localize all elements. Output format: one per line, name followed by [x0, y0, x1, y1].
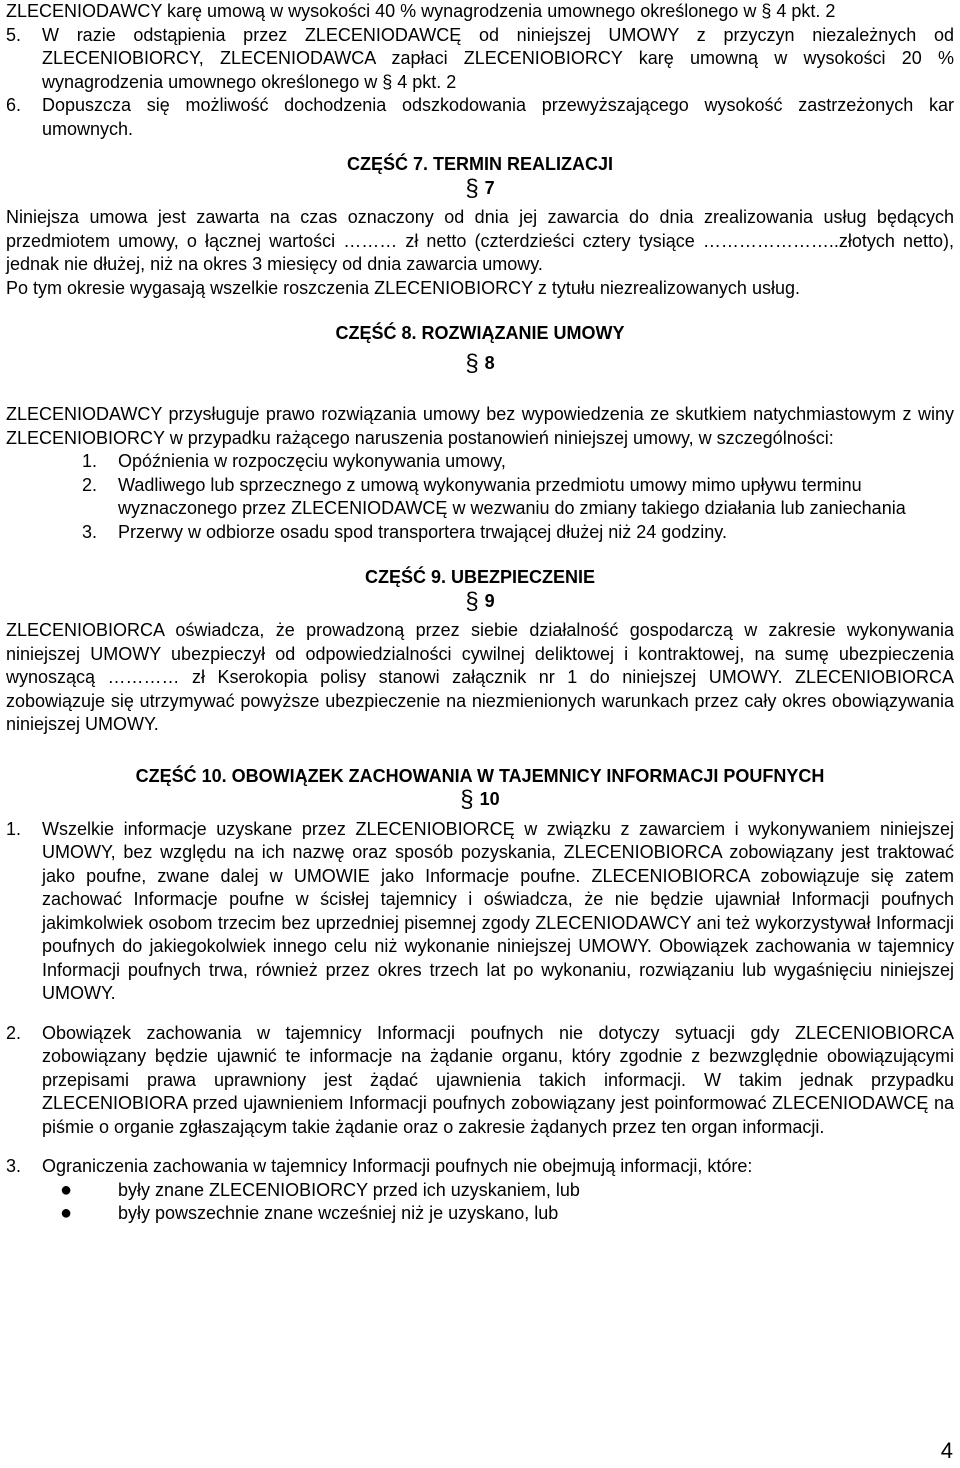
- item-text: Ograniczenia zachowania w tajemnicy Informacji poufnych nie obejmują informacji, które:: [42, 1156, 753, 1176]
- item-text: Opóźnienia w rozpoczęciu wykonywania umowy,: [118, 451, 506, 471]
- section-heading: CZĘŚĆ 7. TERMIN REALIZACJI: [346, 154, 614, 174]
- bullet-list: [6, 1179, 954, 1226]
- section-sign: §: [465, 174, 479, 202]
- bullet-text: były powszechnie znane wcześniej niż je uzyskano, lub: [118, 1203, 559, 1223]
- list-item: [82, 521, 954, 545]
- paragraph-marker: [6, 587, 954, 615]
- top-fragment: ZLECENIODAWCY karę umową w wysokości 40 % wynagrodzenia umownego określonego w § 4 pkt. 2: [6, 1, 836, 21]
- numbered-list: [6, 450, 954, 544]
- section-number: 10: [479, 789, 500, 809]
- item-text: Przerwy w odbiorze osadu spod transportera trwającej dłużej niż 24 godziny.: [118, 521, 727, 542]
- list-item: [82, 450, 954, 474]
- item-text: Dopuszcza się możliwość dochodzenia odszkodowania przewyższającego wysokość zastrzeżonych kar umownych.: [42, 95, 954, 139]
- paragraph: ZLECENIOBIORCA oświadcza, że prowadzoną przez siebie działalność gospodarczą w zakresie wykonywania niniejszej UMOWY ubezpieczył od odpowiedzialności cywilnej deliktowej i kontraktowej, na sumę ubezpieczenia wynoszącą ………… zł Kserokopia polisy stanowi załącznik nr 1 do niniejszej UMOWY. ZLECENIOBIORCA zobowiązuje się utrzymywać powyższe ubezpieczenie na niezmienionych warunkach przez cały okres obowiązywania niniejszej UMOWY.: [6, 620, 954, 734]
- bullet-item: [60, 1202, 954, 1226]
- section-number: 7: [484, 177, 495, 198]
- item-text: W razie odstąpienia przez ZLECENIODAWCĘ od niniejszej UMOWY z przyczyn niezależnych od ZLECENIOBIORCY, ZLECENIODAWCA zapłaci ZLECENIOBIORCY karę umowną w wysokości 20 % wynagrodzenia umownego określonego w § 4 pkt. 2: [42, 24, 954, 92]
- section-sign: §: [460, 786, 474, 813]
- page-number: 4: [940, 1437, 953, 1463]
- item-number: 1.: [6, 818, 22, 839]
- section-heading: CZĘŚĆ 9. UBEZPIECZENIE: [364, 567, 596, 587]
- section-sign: §: [465, 349, 479, 377]
- list-item: [6, 1155, 954, 1179]
- list-item: [6, 1022, 954, 1140]
- bullet-icon: ●: [60, 1178, 73, 1201]
- section-number: 9: [484, 590, 495, 611]
- bullet-item: [60, 1179, 954, 1203]
- section-heading: CZĘŚĆ 10. OBOWIĄZEK ZACHOWANIA W TAJEMNICY INFORMACJI POUFNYCH: [135, 765, 825, 786]
- list-item: [6, 818, 954, 1006]
- item-number: 2.: [82, 474, 98, 495]
- paragraph-marker: [6, 788, 954, 812]
- list-item: [6, 24, 954, 95]
- section-sign: §: [465, 587, 479, 615]
- document-content: [6, 0, 954, 1226]
- item-text: Wszelkie informacje uzyskane przez ZLECENIOBIORCĘ w związku z zawarciem i wykonywaniem niniejszej UMOWY, bez względu na ich nazwę oraz sposób pozyskania, ZLECENIOBIORCA zobowiązany jest traktować jako poufne, zwane dalej w UMOWIE jako Informacje poufne. ZLECENIOBIORCA zobowiązuje się zatem zachować Informacje poufne w ścisłej tajemnicy i oświadcza, że nie będzie ujawniał Informacji poufnych jakimkolwiek osobom trzecim bez uprzedniej pisemnej zgody ZLECENIODAWCY ani też wykorzystywał Informacji poufnych do jakiegokolwiek innego celu niż wykonanie niniejszej UMOWY. Obowiązek zachowania w tajemnicy Informacji poufnych trwa, również przez okres trzech lat po wykonaniu, rozwiązaniu lub wygaśnięciu niniejszej UMOWY.: [42, 818, 954, 1003]
- paragraph-marker: [6, 349, 954, 377]
- item-text: Obowiązek zachowania w tajemnicy Informacji poufnych nie dotyczy sytuacji gdy ZLECENIOBIORCA zobowiązany będzie ujawnić te informacje na żądanie organu, który zgodnie z bezwzględnie obowiązującymi przepisami prawa uprawniony jest żądać ujawnienia takich informacji. W takim jednak przypadku ZLECENIOBIORA przed ujawnieniem Informacji poufnych zobowiązany jest poinformować ZLECENIODAWCĘ na piśmie o organie zgłaszającym takie żądanie oraz o zakresie żądanych przez ten organ informacji.: [42, 1022, 954, 1137]
- item-number: 6.: [6, 95, 22, 115]
- section-number: 8: [484, 352, 495, 373]
- section-heading: CZĘŚĆ 8. ROZWIĄZANIE UMOWY: [335, 323, 625, 343]
- item-number: 5.: [6, 24, 22, 45]
- item-number: 2.: [6, 1022, 22, 1043]
- item-number: 1.: [82, 451, 98, 471]
- list-item: [82, 474, 954, 521]
- paragraph: Po tym okresie wygasają wszelkie roszczenia ZLECENIOBIORCY z tytułu niezrealizowanych usług.: [6, 277, 800, 298]
- item-number: 3.: [82, 521, 98, 542]
- bullet-text: były znane ZLECENIOBIORCY przed ich uzyskaniem, lub: [118, 1179, 580, 1200]
- list-item: [6, 94, 954, 141]
- paragraph-marker: [6, 174, 954, 202]
- item-number: 3.: [6, 1156, 22, 1176]
- paragraph: ZLECENIODAWCY przysługuje prawo rozwiązania umowy bez wypowiedzenia ze skutkiem natychmiastowym z winy ZLECENIOBIORCY w przypadku rażącego naruszenia postanowień niniejszej umowy, w szczególności:: [6, 404, 954, 448]
- paragraph: Niniejsza umowa jest zawarta na czas oznaczony od dnia jej zawarcia do dnia zrealizowania usług będących przedmiotem umowy, o łącznej wartości ……… zł netto (czterdzieści cztery tysiące …………………..złotych netto), jednak nie dłużej, niż na okres 3 miesięcy od dnia zawarcia umowy.: [6, 207, 954, 274]
- bullet-icon: ●: [60, 1202, 73, 1224]
- item-text: Wadliwego lub sprzecznego z umową wykonywania przedmiotu umowy mimo upływu terminu wyznaczonego przez ZLECENIODAWCĘ w wezwaniu do zmiany takiego działania lub zaniechania: [118, 474, 906, 518]
